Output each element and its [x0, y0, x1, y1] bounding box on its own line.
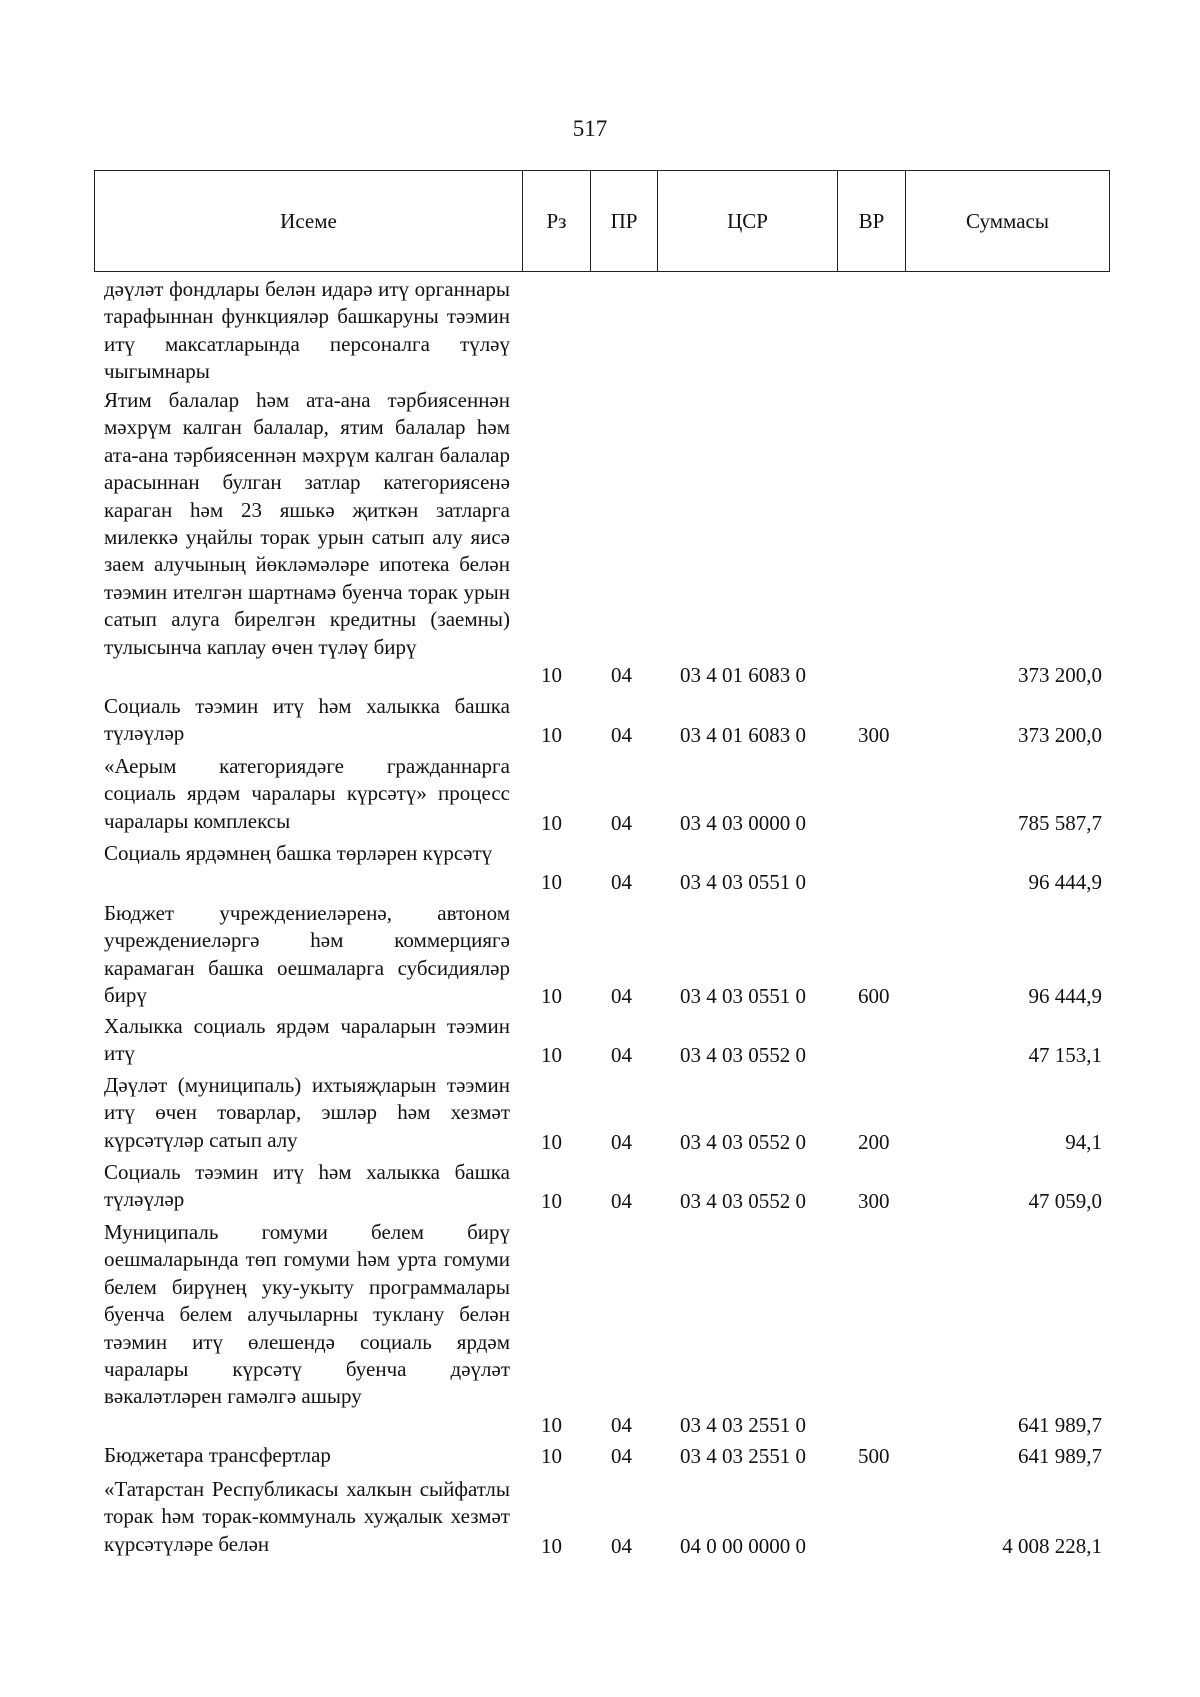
row-vr: 300 — [858, 1188, 890, 1213]
row-pr: 04 — [611, 1129, 632, 1154]
row-vr: 500 — [858, 1443, 890, 1468]
table-row — [0, 693, 1200, 749]
header-vr: ВР — [838, 171, 906, 271]
row-pr: 04 — [611, 869, 632, 894]
row-pr: 04 — [611, 1443, 632, 1468]
row-csr: 03 4 03 0552 0 — [680, 1188, 806, 1213]
row-vr: 600 — [858, 983, 890, 1008]
row-sum: 373 200,0 — [1018, 722, 1102, 747]
row-csr: 03 4 03 0000 0 — [680, 810, 806, 835]
row-rz: 10 — [541, 1129, 562, 1154]
row-csr: 03 4 01 6083 0 — [680, 722, 806, 747]
table-row — [0, 387, 1200, 689]
table-row — [0, 1072, 1200, 1156]
row-pr: 04 — [611, 1533, 632, 1558]
row-rz: 10 — [541, 869, 562, 894]
table-row — [0, 900, 1200, 1010]
table-row — [0, 840, 1200, 896]
table-row — [0, 1219, 1200, 1439]
row-sum: 47 059,0 — [1028, 1188, 1102, 1213]
table-row — [0, 1442, 1200, 1470]
row-name: Дәүләт (муниципаль) ихтыяҗларын тәэмин итү өчен товарлар, эшләр һәм хезмәт күрсәтүләр сатып алу — [104, 1073, 510, 1152]
row-sum: 47 153,1 — [1028, 1042, 1102, 1067]
row-rz: 10 — [541, 662, 562, 687]
table-row — [0, 1476, 1200, 1560]
table-row — [0, 1013, 1200, 1069]
row-rz: 10 — [541, 722, 562, 747]
row-sum: 4 008 228,1 — [1002, 1533, 1102, 1558]
table-row — [0, 1159, 1200, 1215]
table-row — [0, 276, 1200, 386]
row-sum: 94,1 — [1065, 1129, 1102, 1154]
row-pr: 04 — [611, 722, 632, 747]
row-sum: 373 200,0 — [1018, 662, 1102, 687]
row-pr: 04 — [611, 1412, 632, 1437]
row-name: Халыкка социаль ярдәм чараларын тәэмин итү — [104, 1014, 510, 1066]
row-rz: 10 — [541, 1412, 562, 1437]
row-rz: 10 — [541, 1042, 562, 1067]
row-sum: 785 587,7 — [1018, 810, 1102, 835]
row-name: Муниципаль гомуми белем бирү оешмаларында төп гомуми һәм урта гомуми белем бирүнең уку-укыту программалары буенча белем алучыларны туклану белән тәэмин итү өлешендә социаль ярдәм чаралары күрсәтү буенча дәүләт вәкаләтләрен гамәлгә ашыру — [104, 1220, 510, 1409]
row-name: Социаль тәэмин итү һәм халыкка башка түләүләр — [104, 694, 510, 746]
header-rz: Рз — [523, 171, 591, 271]
table-row — [0, 753, 1200, 837]
row-pr: 04 — [611, 810, 632, 835]
page-number: 517 — [572, 116, 608, 141]
row-name: «Татарстан Республикасы халкын сыйфатлы торак һәм торак-коммуналь хуҗалык хезмәт күрсәтүләре белән — [104, 1477, 510, 1556]
row-csr: 03 4 03 0552 0 — [680, 1129, 806, 1154]
row-rz: 10 — [541, 1188, 562, 1213]
row-pr: 04 — [611, 983, 632, 1008]
row-csr: 04 0 00 0000 0 — [680, 1533, 806, 1558]
row-name: Ятим балалар һәм ата-ана тәрбиясеннән мәхрүм калган балалар, ятим балалар һәм ата-ана тәрбиясеннән мәхрүм калган балалар арасыннан булган затлар категориясенә караган һәм 23 яшькә җиткән затларга милеккә уңайлы торак урын сатып алу яисә заем алучының йөкләмәләре ипотека белән тәэмин ителгән шартнамә буенча торак урын сатып алуга бирелгән кредитны (заемны) тулысынча каплау өчен түләү бирү — [104, 388, 510, 659]
row-csr: 03 4 03 2551 0 — [680, 1443, 806, 1468]
row-name: «Аерым категориядәге гражданнарга социаль ярдәм чаралары күрсәтү» процесс чаралары комплексы — [104, 754, 510, 833]
header-csr: ЦСР — [658, 171, 838, 271]
row-csr: 03 4 01 6083 0 — [680, 662, 806, 687]
row-vr: 300 — [858, 722, 890, 747]
row-pr: 04 — [611, 662, 632, 687]
row-name: Социаль тәэмин итү һәм халыкка башка түләүләр — [104, 1160, 510, 1212]
row-sum: 641 989,7 — [1018, 1412, 1102, 1437]
row-sum: 96 444,9 — [1028, 983, 1102, 1008]
row-name: Бюджет учреждениеләренә, автоном учреждениеләргә һәм коммерциягә карамаган башка оешмаларга субсидияләр бирү — [104, 901, 510, 1008]
row-pr: 04 — [611, 1188, 632, 1213]
row-rz: 10 — [541, 810, 562, 835]
row-name: Социаль ярдәмнең башка төрләрен күрсәтү — [104, 841, 493, 865]
header-pr: ПР — [591, 171, 658, 271]
row-vr: 200 — [858, 1129, 890, 1154]
row-csr: 03 4 03 2551 0 — [680, 1412, 806, 1437]
row-rz: 10 — [541, 1533, 562, 1558]
row-name: Бюджетара трансфертлар — [104, 1443, 331, 1467]
header-sum: Суммасы — [966, 208, 1049, 233]
row-sum: 96 444,9 — [1028, 869, 1102, 894]
row-pr: 04 — [611, 1042, 632, 1067]
table-header — [94, 170, 1110, 272]
row-csr: 03 4 03 0551 0 — [680, 869, 806, 894]
row-sum: 641 989,7 — [1018, 1443, 1102, 1468]
header-name: Исеме — [95, 171, 523, 271]
row-csr: 03 4 03 0552 0 — [680, 1042, 806, 1067]
row-rz: 10 — [541, 1443, 562, 1468]
row-name: дәүләт фондлары белән идарә итү органнары тарафыннан функцияләр башкаруны тәэмин итү максатларында персоналга түләү чыгымнары — [104, 277, 510, 384]
row-csr: 03 4 03 0551 0 — [680, 983, 806, 1008]
row-rz: 10 — [541, 983, 562, 1008]
